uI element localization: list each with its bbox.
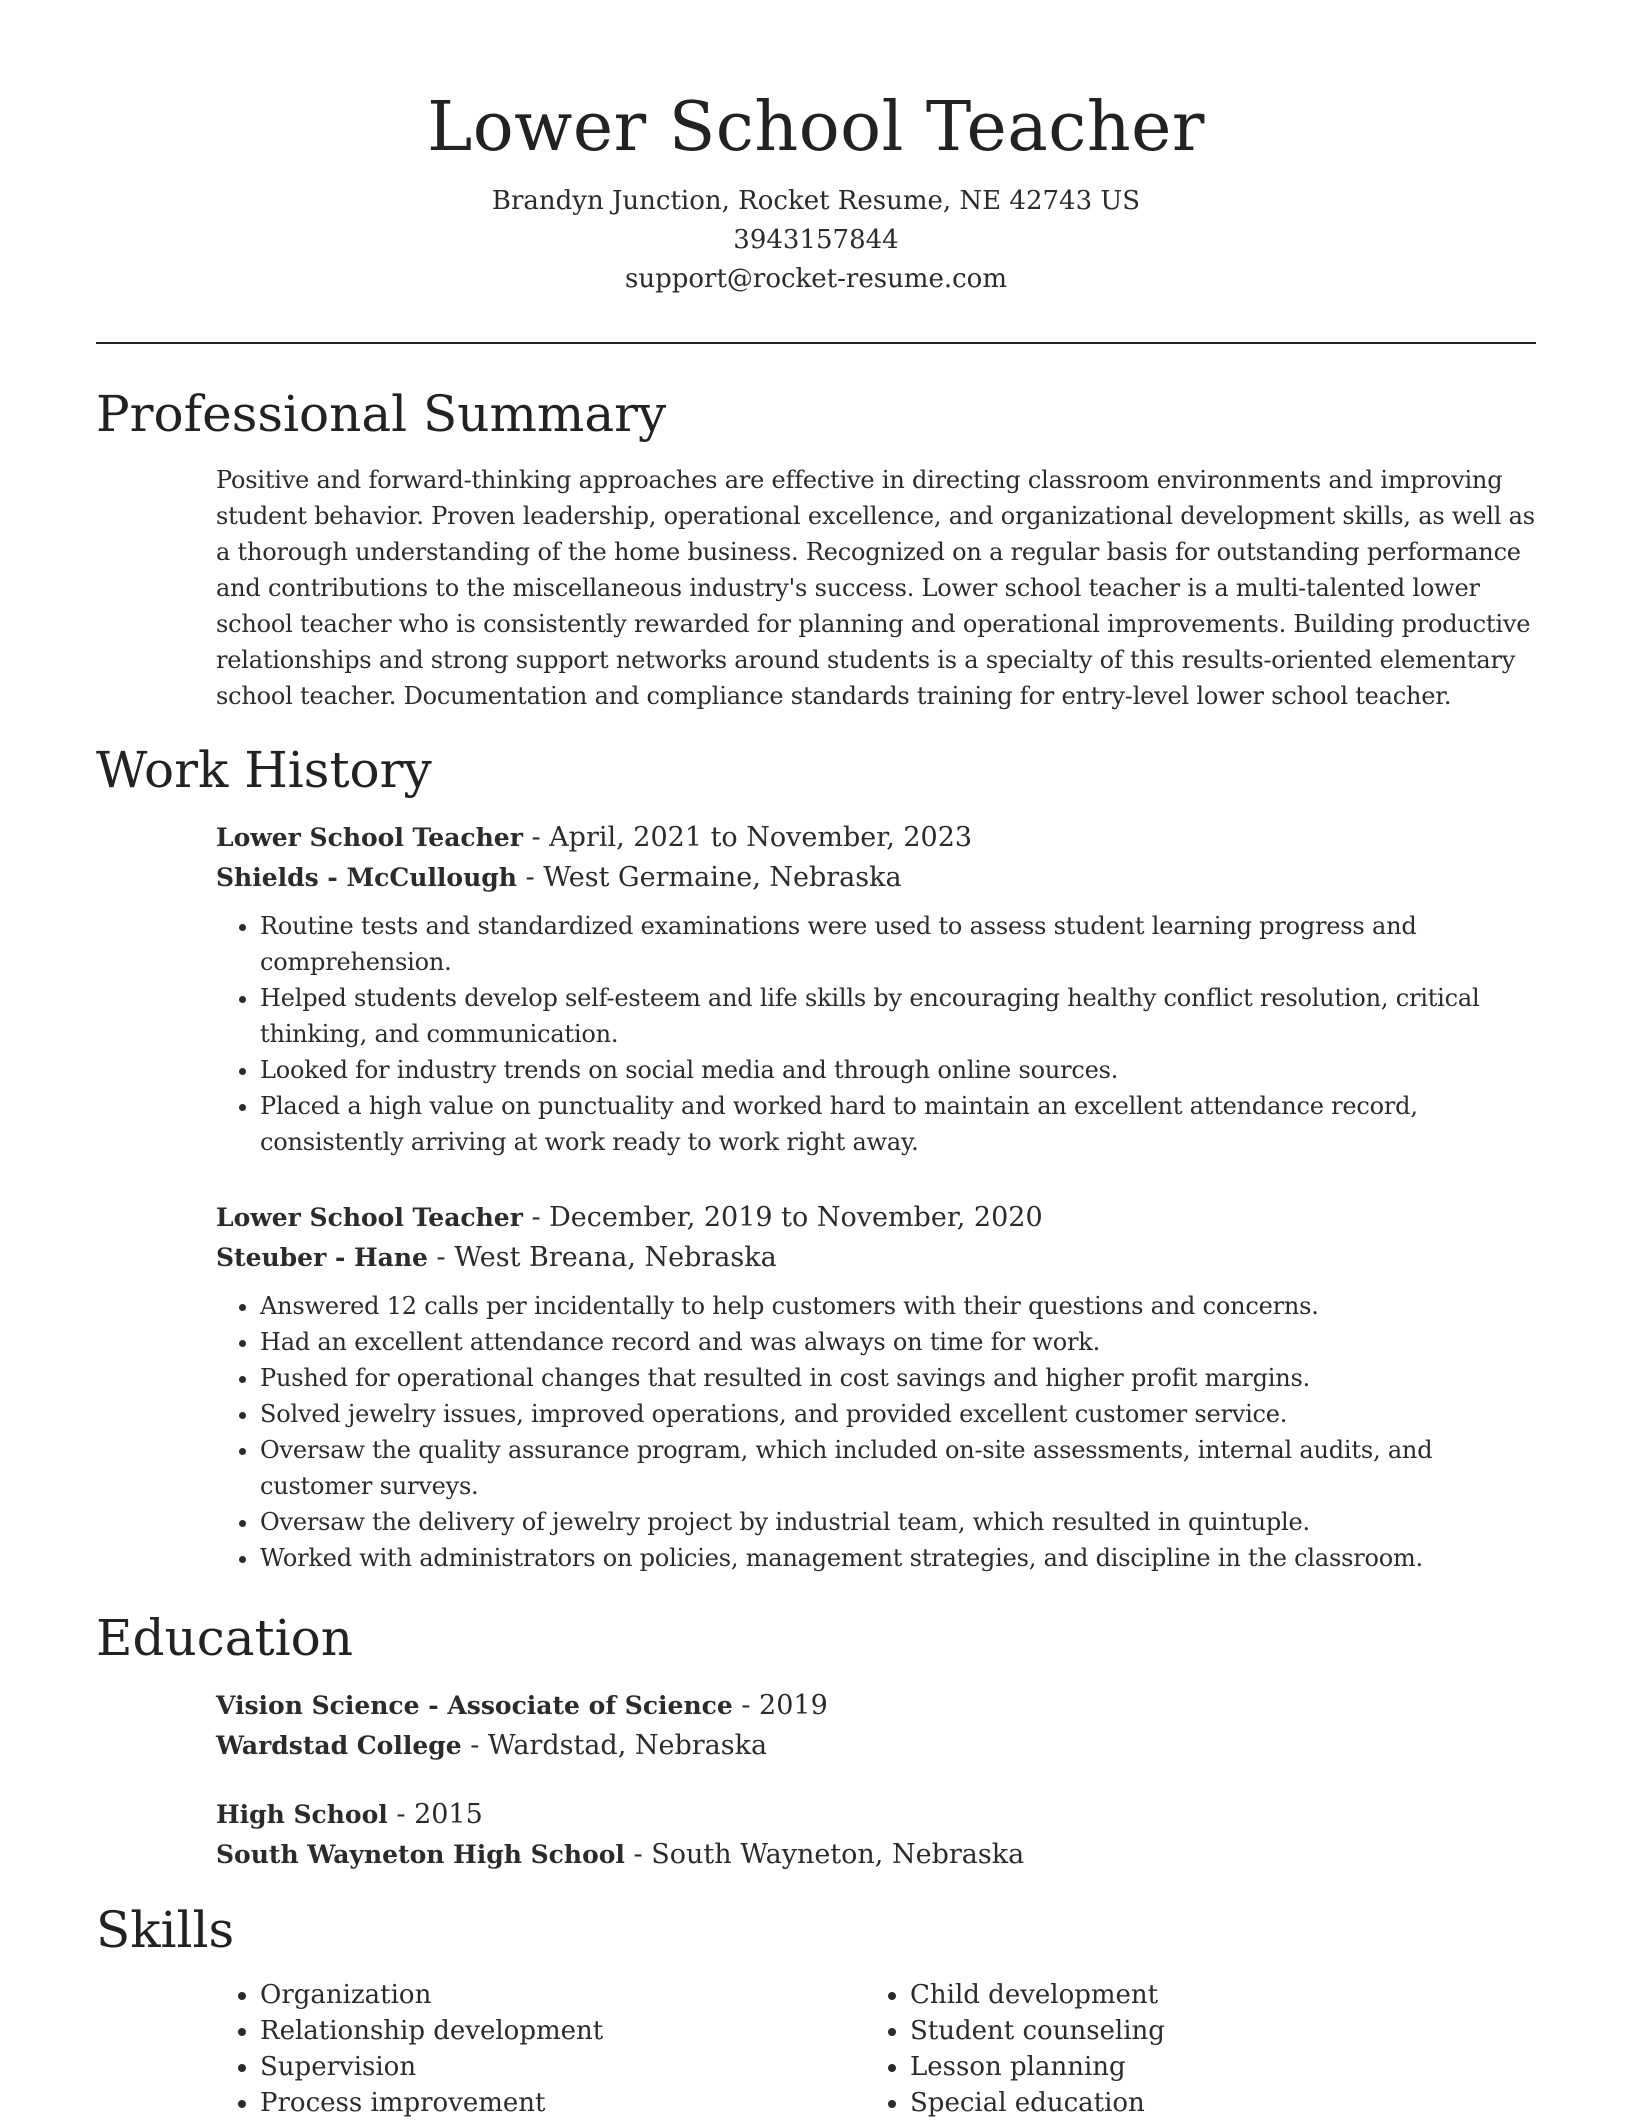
school-location: - South Wayneton, Nebraska (624, 1839, 1025, 1870)
degree-year: - 2015 (387, 1799, 483, 1830)
skills-list (216, 1977, 1536, 2121)
degree-year: - 2019 (732, 1690, 828, 1721)
skill-item: • Relationship development (260, 2013, 866, 2049)
job-dates: - April, 2021 to November, 2023 (522, 822, 973, 853)
list-item: • Answered 12 calls per incidentally to help customers with their questions and concerns. (260, 1288, 1536, 1324)
contact-email: support@rocket-resume.com (624, 264, 1007, 294)
skill-item: • Process improvement (260, 2085, 866, 2121)
job-dates: - December, 2019 to November, 2020 (522, 1202, 1043, 1233)
work-entry-company-line (216, 858, 1536, 898)
contact-address: Brandyn Junction, Rocket Resume, NE 42743 US (491, 186, 1141, 216)
list-item: • Placed a high value on punctuality and worked hard to maintain an excellent attendance record, consistently arriving at work ready to work right away. (260, 1088, 1536, 1160)
work-history-heading: Work History (96, 741, 432, 799)
list-item: • Helped students develop self-esteem and life skills by encouraging healthy conflict resolution, critical thinking, and communication. (260, 980, 1536, 1052)
contact-phone: 3943157844 (733, 225, 899, 255)
header-divider (96, 342, 1536, 344)
list-item: • Had an excellent attendance record and was always on time for work. (260, 1324, 1536, 1360)
list-item: • Routine tests and standardized examinations were used to assess student learning progress and comprehension. (260, 908, 1536, 980)
degree-name: Vision Science - Associate of Science (216, 1691, 733, 1720)
skills-column-right (866, 1977, 1516, 2121)
list-item: • Worked with administrators on policies, management strategies, and discipline in the classroom. (260, 1540, 1536, 1576)
school-name: South Wayneton High School (216, 1840, 625, 1869)
skill-item: • Child development (910, 1977, 1516, 2013)
school-location: - Wardstad, Nebraska (461, 1730, 768, 1761)
resume-title: Lower School Teacher (427, 88, 1205, 167)
education-entry (216, 1795, 1536, 1875)
skill-item: • Lesson planning (910, 2049, 1516, 2085)
work-entry-company-line (216, 1238, 1536, 1278)
skill-item: • Organization (260, 1977, 866, 2013)
work-entry (216, 818, 1536, 1160)
education-entry (216, 1686, 1536, 1766)
education-degree-line (216, 1795, 1536, 1835)
job-title: Lower School Teacher (216, 1203, 523, 1232)
list-item: • Pushed for operational changes that resulted in cost savings and higher profit margins. (260, 1360, 1536, 1396)
company-location: - West Breana, Nebraska (427, 1242, 777, 1273)
skills-column-left (216, 1977, 866, 2121)
contact-info (96, 182, 1536, 299)
skill-item: • Special education (910, 2085, 1516, 2121)
resume-header (96, 80, 1536, 299)
degree-name: High School (216, 1800, 388, 1829)
work-entry-title-line (216, 818, 1536, 858)
company-name: Steuber - Hane (216, 1243, 428, 1272)
job-title: Lower School Teacher (216, 823, 523, 852)
work-bullets (216, 1288, 1536, 1576)
school-name: Wardstad College (216, 1731, 462, 1760)
education-heading: Education (96, 1609, 353, 1667)
education-school-line (216, 1835, 1536, 1875)
work-bullets (216, 908, 1536, 1160)
skill-item: • Student counseling (910, 2013, 1516, 2049)
summary-heading: Professional Summary (96, 385, 667, 443)
work-entry-title-line (216, 1198, 1536, 1238)
list-item: • Oversaw the quality assurance program, which included on-site assessments, internal audits, and customer surveys. (260, 1432, 1536, 1504)
list-item: • Solved jewelry issues, improved operations, and provided excellent customer service. (260, 1396, 1536, 1432)
company-name: Shields - McCullough (216, 863, 517, 892)
work-entry (216, 1198, 1536, 1576)
skill-item: • Supervision (260, 2049, 866, 2085)
list-item: • Looked for industry trends on social media and through online sources. (260, 1052, 1536, 1088)
skills-heading: Skills (96, 1901, 235, 1959)
education-degree-line (216, 1686, 1536, 1726)
list-item: • Oversaw the delivery of jewelry project by industrial team, which resulted in quintuple. (260, 1504, 1536, 1540)
company-location: - West Germaine, Nebraska (516, 862, 902, 893)
summary-text: Positive and forward-thinking approaches are effective in directing classroom environments and improving student behavior. Proven leadership, operational excellence, and organizational development skills, as well as a thorough understanding of the home business. Recognized on a regular basis for outstanding performance and contributions to the miscellaneous industry's success. Lower school teacher is a multi-talented lower school teacher who is consistently rewarded for planning and operational improvements. Building productive relationships and strong support networks around students is a specialty of this results-oriented elementary school teacher. Documentation and compliance standards training for entry-level lower school teacher. (216, 466, 1535, 710)
education-school-line (216, 1726, 1536, 1766)
